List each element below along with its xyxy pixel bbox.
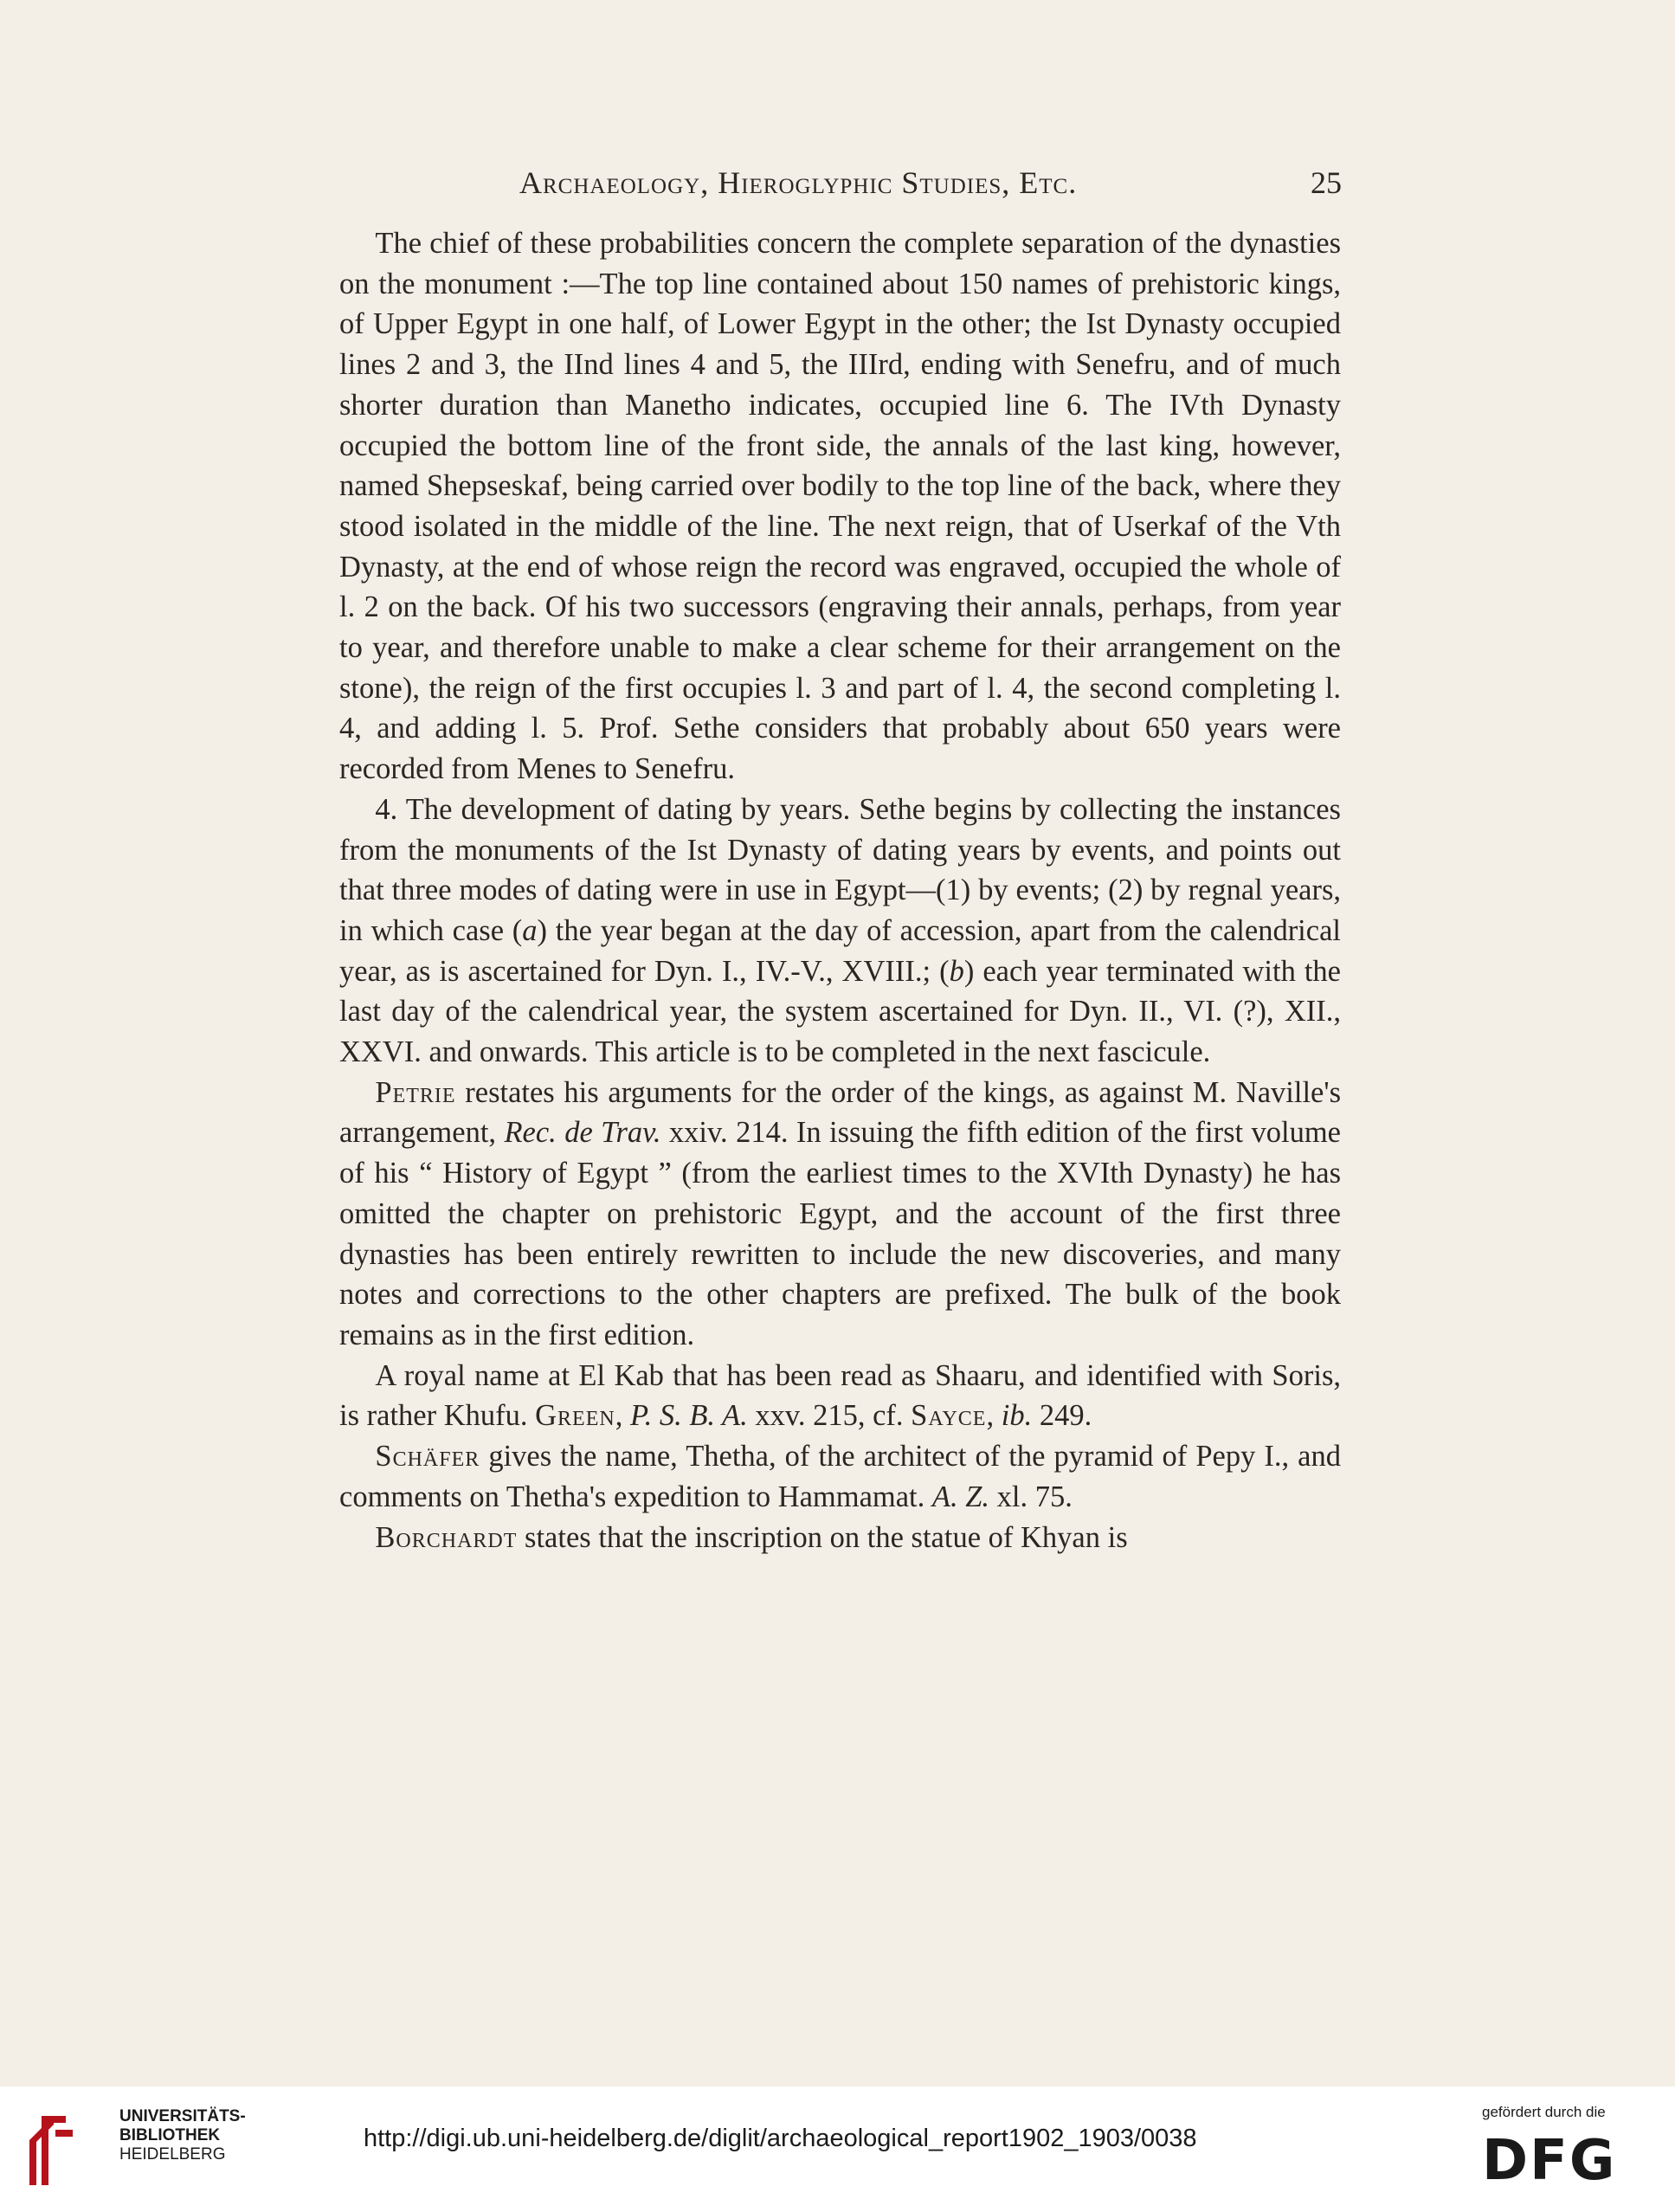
journal-reference: A. Z. bbox=[931, 1480, 990, 1513]
paragraph-1-text: The chief of these probabilities concern the complete separation of the dynasties on the monument :—The top line contained about 150 names of prehistoric kings, of Upper Egypt in one half, of Lower Egypt in the other; the Ist Dynasty occupied lines 2 and 3, the IInd lines 4 and 5, the IIIrd, ending with Senefru, and of much shorter duration than Manetho indicates, occupied line 6. The IVth Dynasty occupied the bottom line of the front side, the annals of the last king, however, named Shepseskaf, being carried over bodily to the top line of the back, where they stood isolated in the middle of the line. The next reign, that of Userkaf of the Vth Dynasty, at the end of whose reign the record was engraved, occupied the whole of l. 2 on the back. Of his two successors (engraving their annals, perhaps, from year to year, and therefore unable to make a clear scheme for their arrangement on the stone), the reign of the first occupies l. 3 and part of l. 4, the second completing l. 4, and adding l. 5. Prof. Sethe considers that probably about 650 years were recorded from Menes to Senefru. bbox=[339, 227, 1341, 786]
paragraph-4-text: 249. bbox=[1032, 1399, 1092, 1433]
library-name-line: UNIVERSITÄTS- bbox=[119, 2107, 246, 2125]
library-emblem-icon bbox=[24, 2106, 85, 2192]
paragraph-6 bbox=[339, 1518, 1341, 1558]
library-name-line: BIBLIOTHEK bbox=[119, 2126, 221, 2144]
running-head: Archaeology, Hieroglyphic Studies, Etc. bbox=[519, 165, 1078, 200]
author-name: Borchardt bbox=[375, 1520, 518, 1554]
author-name: Green bbox=[535, 1399, 615, 1433]
case-b-italic: b bbox=[949, 954, 964, 988]
page-header bbox=[519, 164, 1342, 199]
paragraph-2 bbox=[339, 790, 1341, 1073]
paragraph-4 bbox=[339, 1356, 1341, 1436]
body-text bbox=[339, 223, 1341, 1557]
paragraph-5 bbox=[339, 1436, 1341, 1517]
paragraph-1 bbox=[339, 223, 1341, 790]
separator: , bbox=[615, 1399, 630, 1433]
paragraph-6-text: states that the inscription on the statue of Khyan is bbox=[517, 1520, 1128, 1554]
separator: , bbox=[986, 1399, 1002, 1433]
source-url-link[interactable]: http://digi.ub.uni-heidelberg.de/diglit/archaeological_report1902_1903/0038 bbox=[364, 2125, 1197, 2152]
dfg-logo[interactable]: DFG bbox=[1482, 2129, 1617, 2193]
paragraph-3 bbox=[339, 1073, 1341, 1356]
library-name bbox=[119, 2107, 246, 2164]
library-name-line: HEIDELBERG bbox=[119, 2145, 226, 2164]
case-a-italic: a bbox=[522, 913, 538, 947]
journal-reference: Rec. de Trav. bbox=[504, 1116, 661, 1150]
funding-text: gefördert durch die bbox=[1482, 2104, 1606, 2120]
digitization-footer bbox=[0, 2086, 1675, 2212]
paragraph-3-text: restates his arguments for the order of the kings, as against M. Naville's arrangement, bbox=[339, 1075, 1341, 1150]
paragraph-5-text: xl. 75. bbox=[989, 1480, 1073, 1513]
university-library-logo[interactable] bbox=[24, 2106, 246, 2201]
paragraph-4-text: A royal name at El Kab that has been read as Shaaru, and identified with Soris, is rather Khufu. bbox=[339, 1358, 1341, 1433]
funding-notice bbox=[1482, 2104, 1655, 2196]
paragraph-3-text: xxiv. 214. In issuing the fifth edition of the first volume of his “ History of Egypt ” (from the earliest times to the XVIth Dynasty) he has omitted the chapter on prehistoric Egypt, and the account of the first three dynasties has been entirely rewritten to include the new discoveries, and many notes and corrections to the other chapters are prefixed. The bulk of the book remains as in the first edition. bbox=[339, 1116, 1341, 1351]
paragraph-2-text: ) the year began at the day of accession, apart from the calendrical year, as is ascertained for Dyn. I., IV.-V., XVIII.; ( bbox=[339, 913, 1341, 988]
paragraph-2-text: 4. The development of dating by years. Sethe begins by collecting the instances from the monuments of the Ist Dynasty of dating years by events, and points out that three modes of dating were in use in Egypt—(1) by events; (2) by regnal years, in which case ( bbox=[339, 792, 1341, 947]
author-name: Petrie bbox=[375, 1075, 456, 1109]
author-name: Schäfer bbox=[375, 1440, 480, 1474]
paragraph-4-text: xxv. 215, cf. bbox=[747, 1399, 912, 1433]
journal-reference: P. S. B. A. bbox=[629, 1399, 748, 1433]
paragraph-2-text: ) each year terminated with the last day of the calendrical year, the system ascertained for Dyn. II., VI. (?), XII., XXVI. and onwards. This article is to be completed in the next fascicule. bbox=[339, 954, 1341, 1069]
author-name: Sayce bbox=[911, 1399, 987, 1433]
paragraph-5-text: gives the name, Thetha, of the architect of the pyramid of Pepy I., and comments on Thetha's expedition to Hammamat. bbox=[339, 1440, 1341, 1513]
ibid-reference: ib. bbox=[1001, 1399, 1033, 1433]
page-number: 25 bbox=[1311, 165, 1342, 200]
